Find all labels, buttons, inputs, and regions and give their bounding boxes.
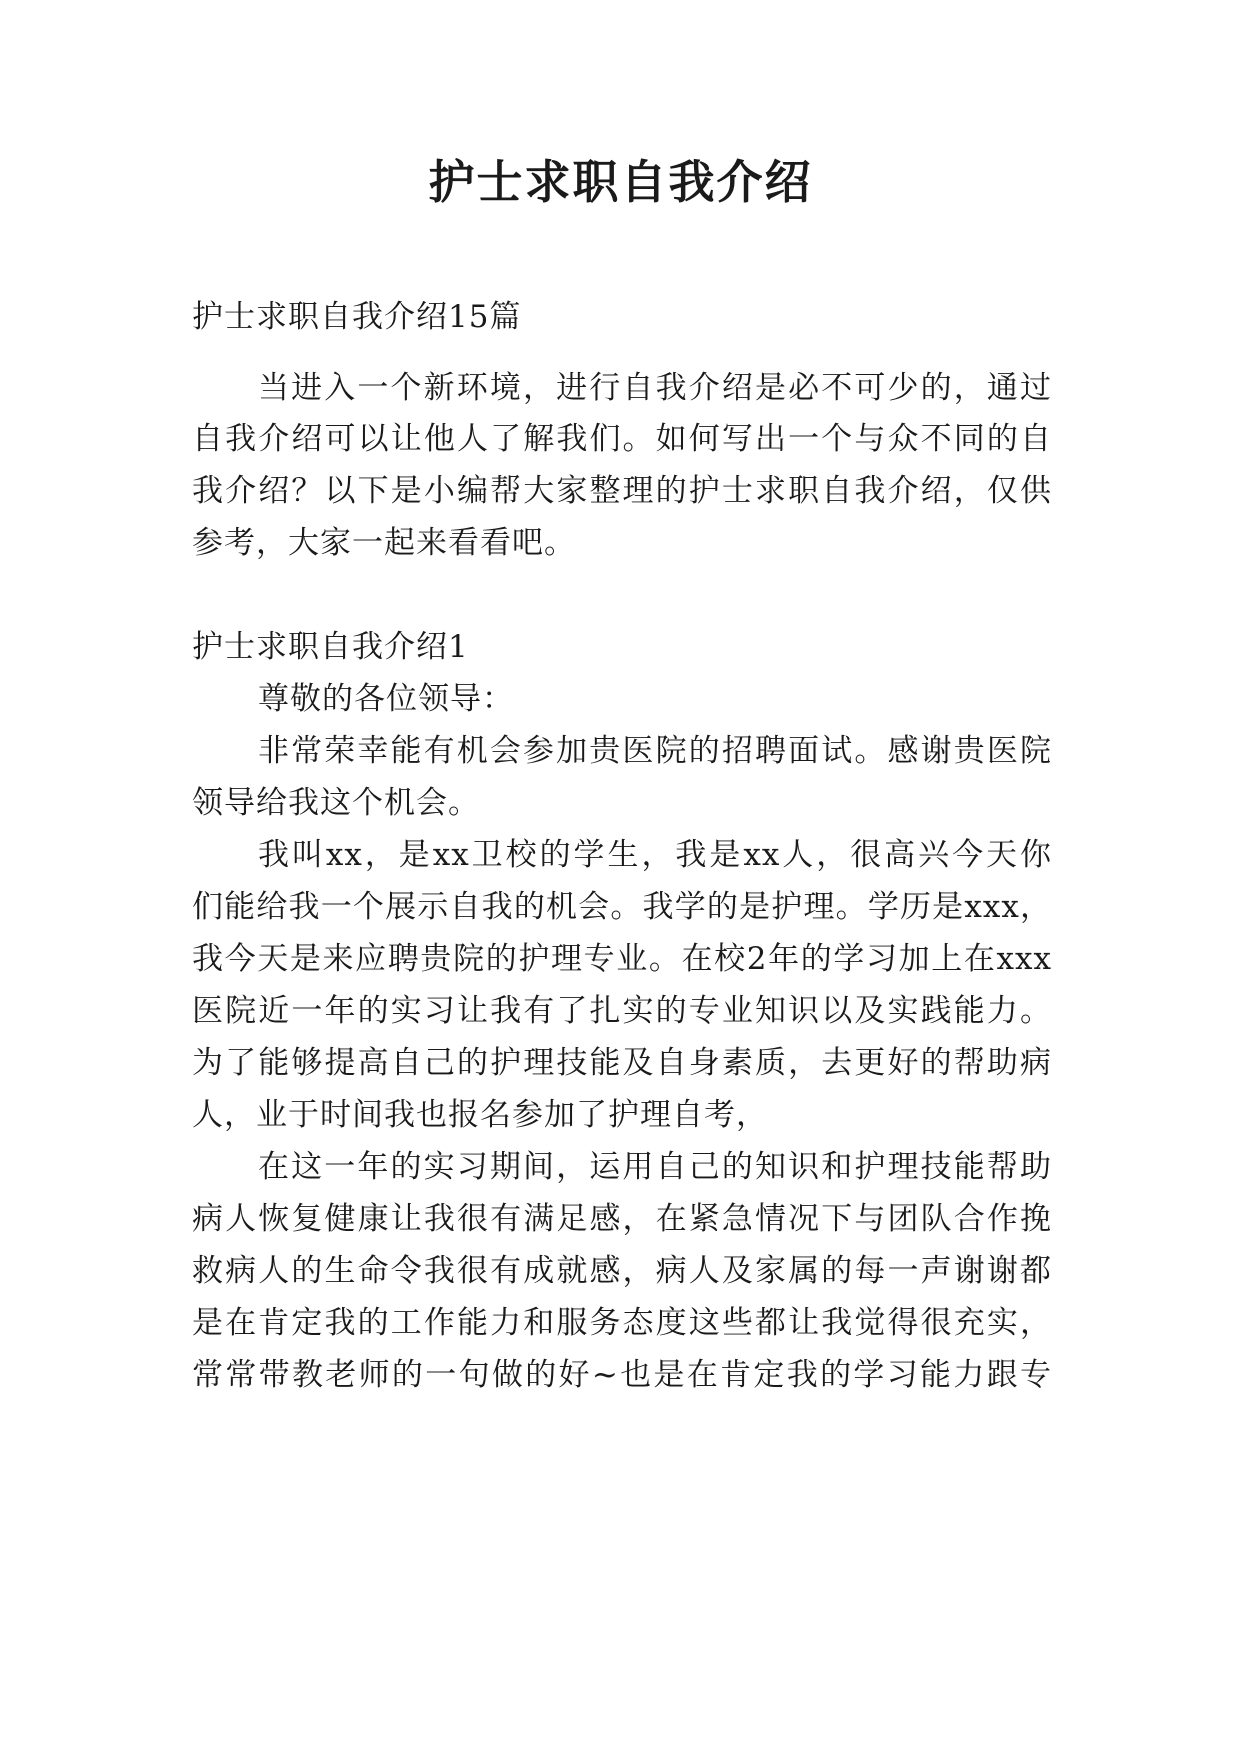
paragraph-line: 领导给我这个机会。	[192, 785, 480, 821]
paragraph-line: 救病人的生命令我很有成就感，病人及家属的每一声谢谢都	[192, 1253, 1052, 1289]
paragraph-line: 在这一年的实习期间，运用自己的知识和护理技能帮助	[258, 1149, 1052, 1185]
paragraph-line: 为了能够提高自己的护理技能及自身素质，去更好的帮助病	[192, 1045, 1052, 1081]
paragraph-line: 们能给我一个展示自我的机会。我学的是护理。学历是xxx，	[192, 889, 1052, 925]
paragraph-line: 我叫xx，是xx卫校的学生，我是xx人，很高兴今天你	[258, 837, 1052, 873]
paragraph-line: 人，业于时间我也报名参加了护理自考，	[192, 1097, 768, 1133]
paragraph-line: 病人恢复健康让我很有满足感，在紧急情况下与团队合作挽	[192, 1201, 1052, 1237]
salutation: 尊敬的各位领导：	[258, 681, 514, 717]
section-heading: 护士求职自我介绍1	[192, 629, 469, 665]
intro-line: 当进入一个新环境，进行自我介绍是必不可少的，通过	[258, 370, 1052, 406]
document-subtitle: 护士求职自我介绍15篇	[192, 299, 522, 335]
document-title: 护士求职自我介绍	[428, 155, 813, 209]
paragraph-line: 非常荣幸能有机会参加贵医院的招聘面试。感谢贵医院	[258, 733, 1052, 769]
paragraph-line: 是在肯定我的工作能力和服务态度这些都让我觉得很充实，	[192, 1305, 1052, 1341]
intro-line: 我介绍？以下是小编帮大家整理的护士求职自我介绍，仅供	[192, 473, 1052, 509]
paragraph-line: 常常带教老师的一句做的好~也是在肯定我的学习能力跟专	[192, 1357, 1052, 1393]
intro-line: 自我介绍可以让他人了解我们。如何写出一个与众不同的自	[192, 421, 1052, 457]
intro-line: 参考，大家一起来看看吧。	[192, 525, 576, 561]
paragraph-line: 医院近一年的实习让我有了扎实的专业知识以及实践能力。	[192, 993, 1052, 1029]
paragraph-line: 我今天是来应聘贵院的护理专业。在校2年的学习加上在xxx	[192, 941, 1052, 977]
